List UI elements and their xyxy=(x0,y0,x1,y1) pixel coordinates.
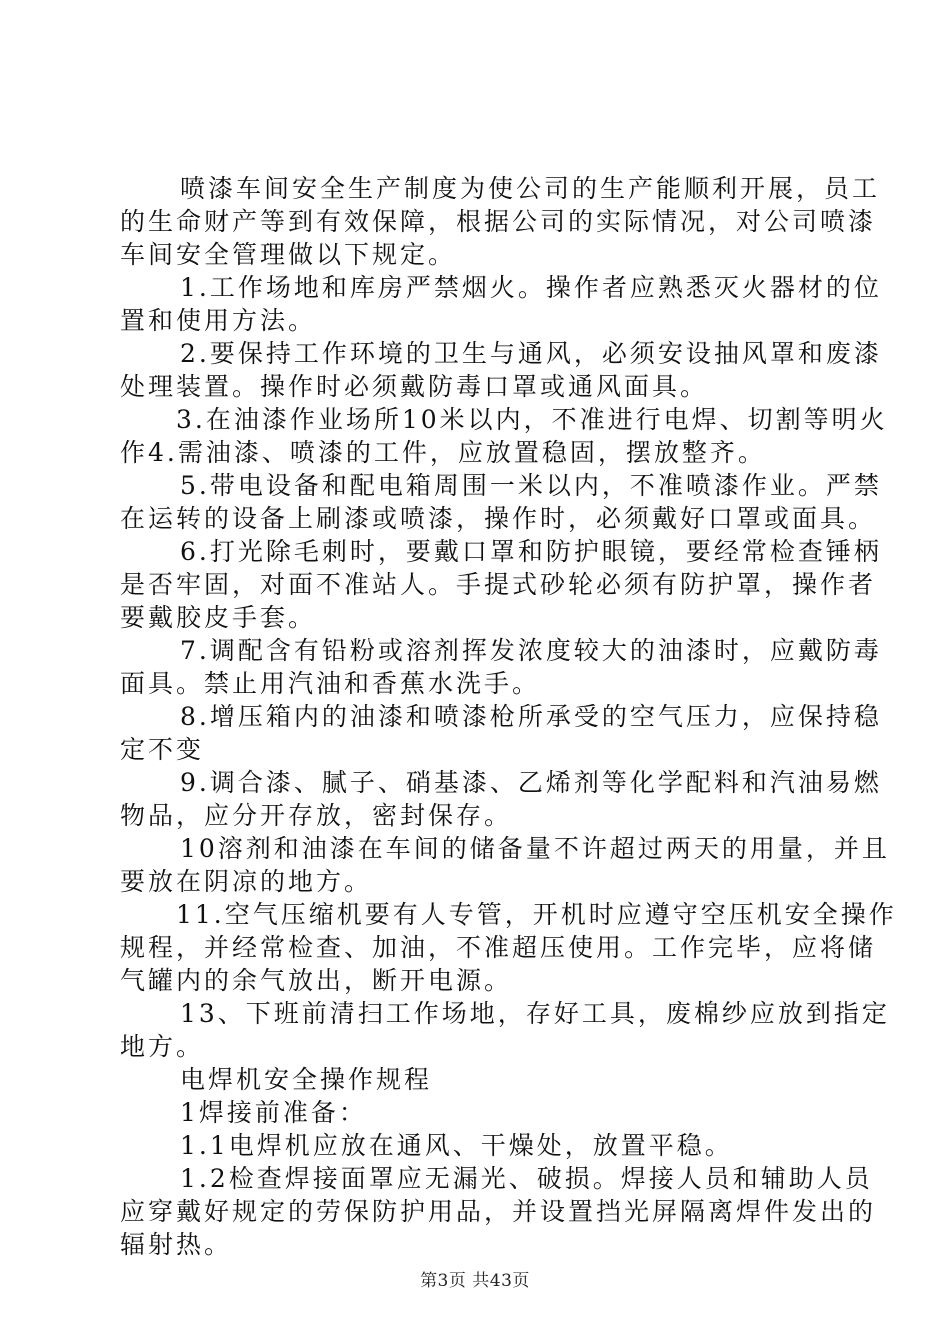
paragraph-line: 应穿戴好规定的劳保防护用品，并设置挡光屏隔离焊件发出的 xyxy=(120,1197,877,1226)
paragraph-line: 要戴胶皮手套。 xyxy=(120,603,317,632)
paragraph-line: 13、下班前清扫工作场地，存好工具，废棉纱应放到指定 xyxy=(180,999,890,1028)
paragraph-line: 车间安全管理做以下规定。 xyxy=(120,240,457,269)
paragraph-line: 地方。 xyxy=(120,1032,205,1061)
paragraph-line: 气罐内的余气放出，断开电源。 xyxy=(120,966,513,995)
paragraph-line: 在运转的设备上刷漆或喷漆，操作时，必须戴好口罩或面具。 xyxy=(120,504,877,533)
paragraph-line: 处理装置。操作时必须戴防毒口罩或通风面具。 xyxy=(120,372,709,401)
paragraph-line: 8.增压箱内的油漆和喷漆枪所承受的空气压力，应保持稳 xyxy=(180,702,882,731)
paragraph-line: 的生命财产等到有效保障，根据公司的实际情况，对公司喷漆 xyxy=(120,207,877,236)
paragraph-line: 10溶剂和油漆在车间的储备量不许超过两天的用量，并且 xyxy=(180,834,890,863)
paragraph-line: 定不变 xyxy=(120,735,205,764)
paragraph-line: 作4.需油漆、喷漆的工件，应放置稳固，摆放整齐。 xyxy=(120,438,766,467)
paragraph-line: 喷漆车间安全生产制度为使公司的生产能顺利开展，员工 xyxy=(180,174,881,203)
paragraph-line: 置和使用方法。 xyxy=(120,306,317,335)
paragraph-line: 11.空气压缩机要有人专管，开机时应遵守空压机安全操作 xyxy=(176,900,897,929)
paragraph-line: 7.调配含有铅粉或溶剂挥发浓度较大的油漆时，应戴防毒 xyxy=(180,636,882,665)
paragraph-line: 要放在阴凉的地方。 xyxy=(120,867,373,896)
paragraph-line: 辐射热。 xyxy=(120,1230,233,1259)
paragraph-line: 面具。禁止用汽油和香蕉水洗手。 xyxy=(120,669,541,698)
paragraph-line: 1.工作场地和库房严禁烟火。操作者应熟悉灭火器材的位 xyxy=(180,273,882,302)
paragraph-line: 1焊接前准备： xyxy=(180,1098,367,1127)
paragraph-line: 3.在油漆作业场所10米以内，不准进行电焊、切割等明火 xyxy=(176,405,888,434)
section-heading: 电焊机安全操作规程 xyxy=(180,1065,433,1094)
paragraph-line: 2.要保持工作环境的卫生与通风，必须安设抽风罩和废漆 xyxy=(180,339,882,368)
paragraph-line: 1.1电焊机应放在通风、干燥处，放置平稳。 xyxy=(180,1131,733,1160)
paragraph-line: 1.2检查焊接面罩应无漏光、破损。焊接人员和辅助人员 xyxy=(180,1164,873,1193)
paragraph-line: 6.打光除毛刺时，要戴口罩和防护眼镜，要经常检查锤柄 xyxy=(180,537,882,566)
paragraph-line: 是否牢固，对面不准站人。手提式砂轮必须有防护罩，操作者 xyxy=(120,570,877,599)
paragraph-line: 规程，并经常检查、加油，不准超压使用。工作完毕，应将储 xyxy=(120,933,877,962)
page-number-footer: 第3页 共43页 xyxy=(420,1271,530,1291)
paragraph-line: 9.调合漆、腻子、硝基漆、乙烯剂等化学配料和汽油易燃 xyxy=(180,768,882,797)
paragraph-line: 5.带电设备和配电箱周围一米以内，不准喷漆作业。严禁 xyxy=(180,471,882,500)
paragraph-line: 物品，应分开存放，密封保存。 xyxy=(120,801,513,830)
